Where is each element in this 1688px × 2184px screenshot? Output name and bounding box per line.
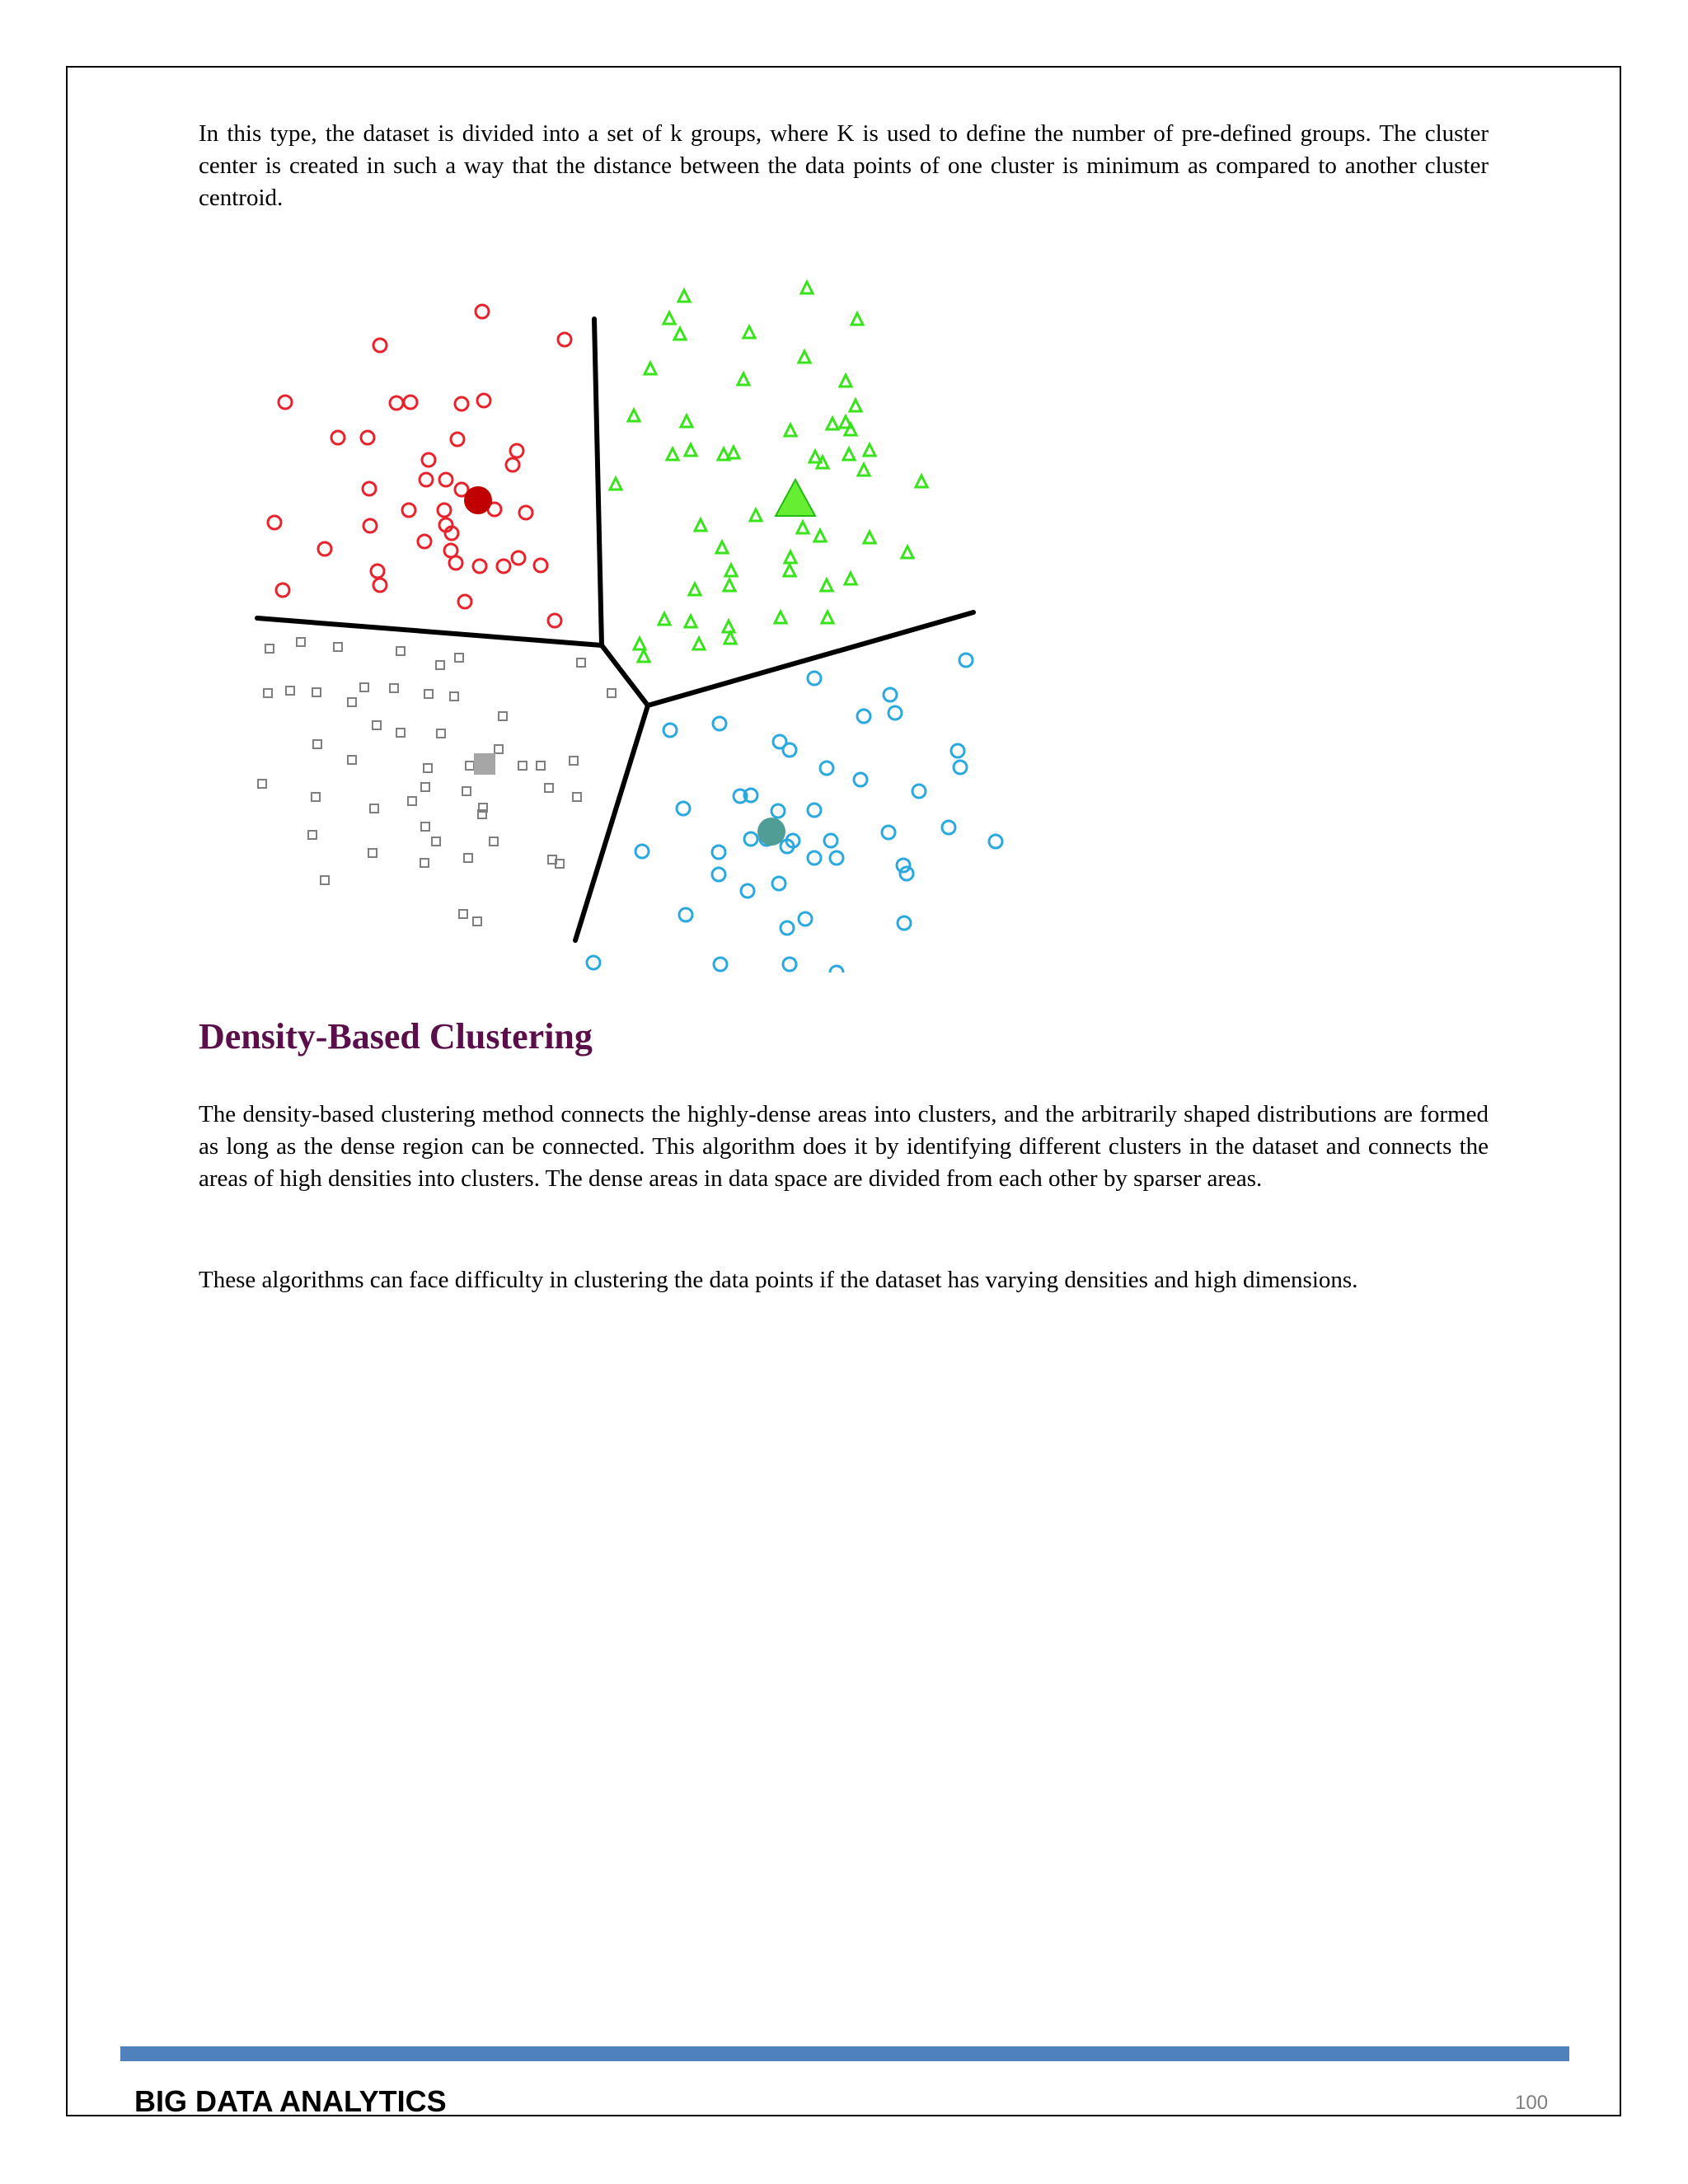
green-cluster-point — [797, 522, 809, 533]
gray-cluster-point — [297, 638, 305, 646]
gray-cluster-point — [436, 661, 444, 669]
green-cluster-point — [850, 400, 861, 411]
blue-cluster-point — [882, 826, 895, 839]
green-cluster-point — [840, 375, 851, 387]
gray-cluster-point — [308, 831, 316, 839]
intro-paragraph: In this type, the dataset is divided into a set of k groups, where K is used to define the number of pre-defined groups. The cluster center is created in such a way that the distance between the data points of one cluster is minimum as compared to another cluster centroid. — [199, 120, 1489, 211]
cluster-boundaries — [257, 319, 973, 940]
red-cluster-point — [373, 579, 387, 592]
green-cluster-point — [851, 313, 863, 325]
green-cluster-point — [822, 612, 833, 623]
green-cluster-point — [785, 551, 796, 563]
green-cluster-point — [750, 509, 762, 521]
boundary-line-left — [257, 618, 602, 645]
gray-cluster-point — [408, 797, 416, 805]
blue-cluster-point — [830, 851, 843, 865]
green-cluster-point — [738, 373, 749, 385]
red-cluster-point — [506, 458, 519, 471]
blue-cluster-point — [830, 966, 843, 972]
gray-cluster-point — [390, 684, 398, 692]
blue-cluster-point — [808, 804, 821, 817]
red-cluster-point — [548, 614, 561, 627]
red-cluster-point — [371, 565, 384, 578]
gray-cluster-point — [420, 859, 429, 867]
green-cluster-point — [864, 532, 875, 543]
gray-cluster-point — [312, 793, 320, 801]
red-cluster-point — [420, 473, 433, 486]
gray-cluster-point — [370, 804, 378, 813]
blue-cluster-point — [808, 672, 821, 685]
red-centroid — [464, 486, 492, 514]
green-cluster-point — [685, 616, 696, 627]
green-cluster-point — [827, 418, 838, 429]
blue-cluster-point — [989, 835, 1002, 848]
gray-cluster-point — [459, 910, 467, 918]
red-cluster-point — [473, 560, 486, 573]
boundary-line-top — [594, 319, 602, 645]
gray-cluster-point — [462, 787, 471, 795]
gray-cluster-point — [455, 654, 463, 662]
density-paragraph-1: The density-based clustering method connects the highly-dense areas into clusters, and the arbitrarily shaped distributions are formed as long as the dense region can be connected. This algorithm does it by identifying different clusters in the dataset and connects the areas of high densities into clusters. The dense areas in data space are divided from each other by sparser areas. — [199, 1101, 1489, 1192]
blue-cluster-point — [912, 785, 926, 798]
blue-cluster-point — [712, 846, 725, 859]
red-cluster-point — [363, 482, 376, 495]
red-cluster-point — [373, 339, 387, 352]
gray-cluster-point — [437, 729, 445, 738]
red-cluster-point — [438, 504, 451, 517]
green-cluster-point — [638, 650, 649, 662]
green-cluster-point — [674, 328, 686, 340]
red-cluster-point — [458, 595, 471, 608]
red-cluster-point — [510, 444, 523, 457]
red-cluster-point — [519, 506, 532, 519]
green-cluster-point — [902, 546, 913, 558]
red-cluster-point — [279, 396, 292, 409]
green-cluster-point — [724, 632, 736, 644]
green-cluster-point — [678, 290, 690, 302]
blue-cluster-point — [942, 821, 955, 834]
gray-cluster-point — [607, 689, 616, 697]
density-paragraph-2: These algorithms can face difficulty in clustering the data points if the dataset has varying densities and high dimensions. — [199, 1267, 1358, 1293]
red-cluster-point — [512, 551, 525, 565]
red-cluster-point — [476, 305, 489, 318]
gray-cluster-point — [424, 764, 432, 772]
gray-cluster-point — [265, 644, 274, 653]
green-cluster-point — [814, 530, 826, 541]
gray-cluster-point — [321, 876, 329, 884]
blue-cluster-point — [783, 743, 796, 757]
gray-cluster-point — [421, 783, 429, 791]
green-cluster-point — [775, 612, 786, 623]
blue-cluster-point — [587, 956, 600, 969]
red-cluster-point — [276, 583, 289, 597]
green-cluster-point — [689, 583, 701, 595]
green-cluster-point — [610, 478, 621, 490]
green-cluster-point — [858, 464, 870, 476]
gray-cluster-point — [368, 849, 377, 857]
green-cluster-point — [843, 448, 855, 460]
red-cluster-point — [455, 397, 468, 410]
gray-cluster-point — [286, 687, 294, 695]
blue-cluster-point — [799, 912, 812, 926]
gray-cluster-point — [450, 692, 458, 701]
gray-cluster-point — [360, 683, 368, 691]
blue-cluster-point — [677, 802, 690, 815]
green-cluster-point — [723, 621, 734, 632]
red-cluster-point — [268, 516, 281, 529]
footer-bar — [120, 2046, 1569, 2061]
gray-cluster-point — [577, 658, 585, 667]
green-cluster-point — [695, 519, 706, 531]
green-cluster-point — [693, 638, 705, 649]
red-cluster-point — [439, 473, 452, 486]
green-cluster-point — [845, 573, 856, 584]
green-cluster-point — [784, 565, 795, 576]
red-cluster-point — [451, 433, 464, 446]
red-cluster-point — [361, 431, 374, 444]
green-cluster-point — [667, 448, 678, 460]
gray-cluster-point — [348, 756, 356, 764]
blue-cluster-point — [741, 884, 754, 898]
green-cluster-point — [916, 476, 927, 487]
red-cluster-point — [422, 453, 435, 466]
red-cluster-point — [318, 542, 331, 555]
green-cluster-point — [716, 541, 728, 553]
blue-cluster-point — [897, 859, 910, 872]
gray-cluster-point — [499, 712, 507, 720]
gray-cluster-point — [373, 721, 381, 729]
cluster-scatter-plot — [247, 264, 1022, 972]
gray-cluster-point — [518, 762, 527, 770]
blue-cluster-point — [889, 706, 902, 719]
gray-cluster-point — [348, 698, 356, 706]
gray-cluster-point — [396, 647, 405, 655]
blue-cluster-point — [808, 851, 821, 865]
gray-cluster-point — [490, 837, 498, 846]
blue-cluster-point — [635, 845, 649, 858]
blue-cluster-point — [954, 761, 967, 774]
blue-cluster-point — [712, 868, 725, 881]
green-centroid — [776, 480, 815, 516]
red-cluster-point — [402, 504, 415, 517]
gray-centroid — [474, 753, 495, 775]
green-cluster-point — [725, 565, 737, 576]
blue-cluster-point — [744, 832, 757, 846]
section-heading: Density-Based Clustering — [199, 1016, 593, 1057]
gray-cluster-point — [334, 643, 342, 651]
blue-cluster-point — [820, 762, 833, 775]
blue-cluster-point — [854, 773, 867, 786]
blue-cluster-point — [898, 916, 911, 930]
blue-cluster-point — [824, 834, 837, 847]
gray-cluster-point — [537, 762, 545, 770]
green-cluster-point — [659, 613, 670, 625]
blue-cluster-point — [900, 867, 913, 880]
green-cluster-point — [663, 312, 675, 324]
blue-cluster-point — [959, 654, 973, 667]
gray-cluster-point — [313, 740, 321, 748]
blue-cluster-point — [714, 958, 727, 971]
blue-cluster-point — [783, 958, 796, 971]
blue-cluster-point — [884, 688, 897, 701]
gray-cluster-point — [464, 854, 472, 862]
gray-cluster-point — [473, 917, 481, 926]
red-cluster-point — [477, 394, 490, 407]
green-cluster-point — [685, 444, 696, 456]
blue-centroid — [757, 818, 785, 846]
green-cluster-point — [845, 424, 856, 435]
gray-cluster-point — [570, 757, 578, 765]
blue-cluster-point — [713, 717, 726, 730]
green-cluster-point — [864, 444, 875, 456]
boundary-line-bottom — [575, 705, 648, 940]
red-cluster-point — [497, 560, 510, 573]
blue-cluster-point — [951, 744, 964, 757]
red-cluster-point — [390, 396, 403, 410]
blue-cluster-point — [857, 710, 870, 723]
page-number: 100 — [1515, 2092, 1549, 2114]
red-cluster-point — [558, 333, 571, 346]
blue-cluster-point — [781, 921, 794, 935]
red-cluster-point — [418, 535, 431, 548]
footer-title: BIG DATA ANALYTICS — [134, 2084, 447, 2118]
blue-cluster-point — [679, 908, 692, 921]
gray-cluster-point — [264, 689, 272, 697]
gray-cluster-point — [396, 729, 405, 737]
red-cluster-point — [449, 556, 462, 569]
red-cluster-point — [363, 519, 377, 532]
gray-cluster-point — [424, 690, 433, 698]
green-cluster-point — [628, 410, 640, 421]
gray-cluster-point — [545, 784, 553, 792]
blue-cluster-point — [663, 724, 677, 737]
blue-cluster-point — [771, 804, 785, 818]
red-cluster-point — [404, 396, 417, 409]
green-cluster-point — [724, 579, 735, 591]
gray-cluster-point — [312, 688, 321, 696]
green-cluster-point — [799, 351, 810, 363]
red-cluster-point — [534, 559, 547, 572]
blue-cluster-point — [772, 877, 785, 890]
cluster-figure — [247, 264, 1022, 972]
gray-cluster-point — [573, 793, 581, 801]
gray-cluster-point — [432, 837, 440, 846]
green-cluster-point — [785, 424, 796, 436]
green-cluster-point — [821, 579, 832, 591]
gray-cluster-point — [421, 823, 429, 831]
green-cluster-point — [801, 282, 813, 293]
green-cluster-point — [681, 415, 692, 427]
gray-cluster-point — [258, 780, 266, 788]
green-cluster-point — [743, 326, 755, 338]
green-cluster-point — [645, 363, 656, 374]
green-cluster-point — [728, 447, 739, 458]
gray-cluster-point — [495, 745, 503, 753]
gray-cluster-point — [466, 762, 474, 770]
red-cluster-point — [331, 431, 345, 444]
